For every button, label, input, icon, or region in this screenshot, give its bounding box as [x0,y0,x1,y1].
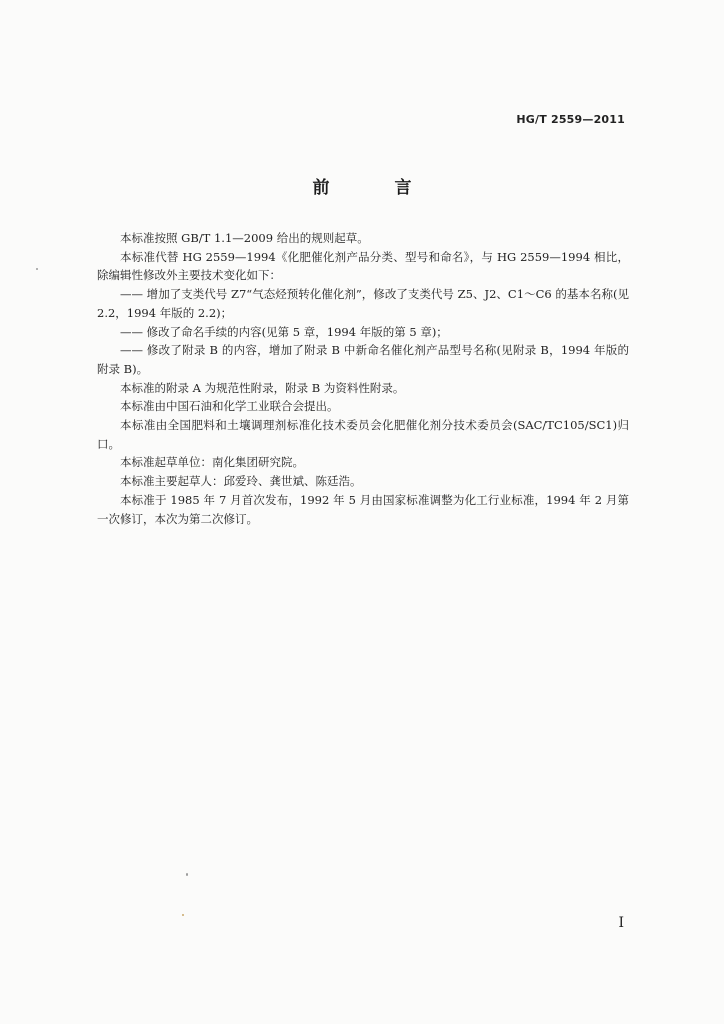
paragraph: 本标准主要起草人：邱爱玲、龚世斌、陈廷浩。 [120,474,362,489]
paragraph: 本标准按照 GB/T 1.1—2009 给出的规则起草。 [120,231,369,245]
paragraph: 本标准的附录 A 为规范性附录，附录 B 为资料性附录。 [120,380,405,395]
standard-code: HG/T 2559—2011 [516,113,625,126]
paragraph: 本标准于 1985 年 7 月首次发布，1992 年 5 月由国家标准调整为化工行业标准，1994 年 2 月第一次修订，本次为第二次修订。 [97,492,629,526]
page-title: 前 言 [312,178,436,198]
paragraph: —— 修改了命名手续的内容(见第 5 章，1994 年版的第 5 章)； [120,324,448,339]
scan-speck [36,268,38,270]
paragraph: —— 修改了附录 B 的内容，增加了附录 B 中新命名催化剂产品型号名称(见附录 B，1994 年版的附录 B)。 [97,343,629,376]
foreword-body [97,229,629,528]
scan-speck [182,914,184,916]
page-number: I [618,915,624,931]
paragraph: 本标准起草单位：南化集团研究院。 [120,455,304,470]
paragraph: 本标准由中国石油和化学工业联合会提出。 [120,399,339,414]
paragraph: —— 增加了支类代号 Z7“气态烃预转化催化剂”，修改了支类代号 Z5、J2、C1～C6 的基本名称(见 2.2，1994 年版的 2.2)； [97,287,629,320]
paragraph: 本标准代替 HG 2559—1994《化肥催化剂产品分类、型号和命名》，与 HG 2559—1994 相比，除编辑性修改外主要技术变化如下： [97,249,629,283]
scan-speck [186,873,188,876]
paragraph: 本标准由全国肥料和土壤调理剂标准化技术委员会化肥催化剂分技术委员会(SAC/TC105/SC1)归口。 [97,418,629,451]
